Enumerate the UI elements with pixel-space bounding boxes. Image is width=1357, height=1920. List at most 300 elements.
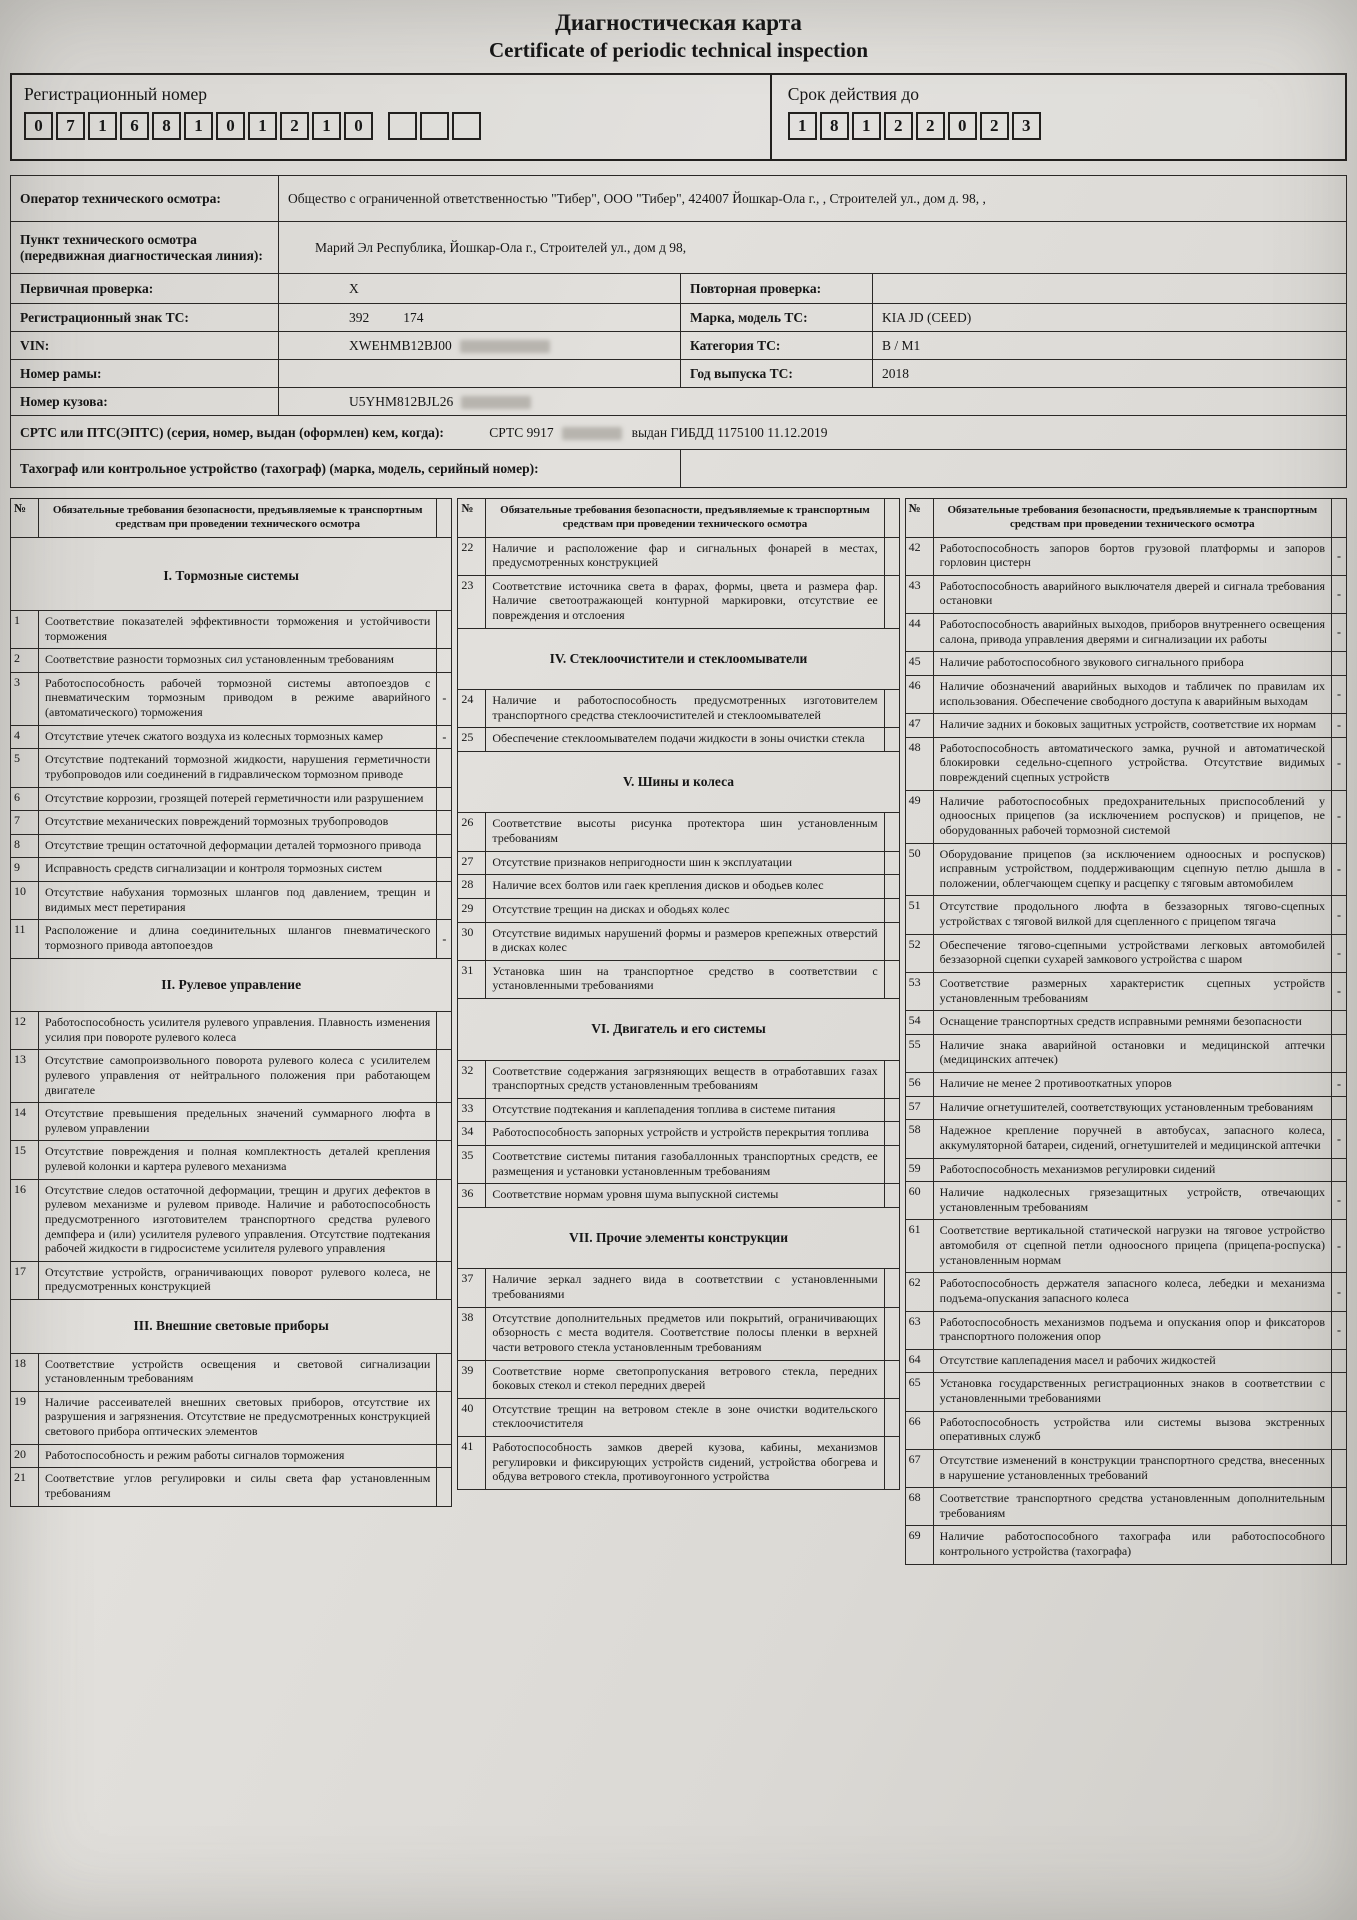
req-item-number: 69 (905, 1526, 933, 1564)
digit-cell: 2 (980, 112, 1009, 140)
req-item-mark (1332, 1096, 1347, 1120)
req-item-mark (437, 1353, 452, 1391)
digit-cell: 8 (152, 112, 181, 140)
req-section-row (11, 958, 452, 1011)
req-item-row (11, 649, 452, 673)
req-item-text: Отсутствие устройств, ограничивающих поворот рулевого колеса, не предусмотренных конструкцией (39, 1261, 437, 1299)
digit-cell: 1 (248, 112, 277, 140)
req-item-row (458, 813, 899, 851)
registration-number-section (10, 73, 1347, 161)
req-item-row (11, 1468, 452, 1506)
req-item-text: Установка шин на транспортное средство в соответствии с установленными требованиями (486, 960, 884, 998)
req-item-number: 66 (905, 1411, 933, 1449)
req-item-text: Отсутствие следов остаточной деформации, трещин и других дефектов в рулевом механизме и рулевом приводе. Наличие и работоспособность предусмотренного изготовителем транспортного средства рулевого демпфера и (или) усилителя рулевого управления. Отсутствие подтекания рабочей жидкости в гидросистеме усилителя рулевого управления (39, 1179, 437, 1261)
req-item-number: 41 (458, 1437, 486, 1490)
req-item-mark (884, 960, 899, 998)
req-item-text: Наличие работоспособного звукового сигнального прибора (933, 652, 1331, 676)
req-item-number: 29 (458, 898, 486, 922)
req-item-row (905, 575, 1346, 613)
req-item-text: Работоспособность замков дверей кузова, кабины, механизмов регулировки и фиксирующих устройств сидений, устройства обогрева и обдува ветрового стекла, противоугонного устройства (486, 1437, 884, 1490)
req-item-row (11, 1012, 452, 1050)
req-item-row (11, 811, 452, 835)
req-item-mark: - (1332, 934, 1347, 972)
req-item-row (11, 787, 452, 811)
req-item-row (11, 858, 452, 882)
req-item-row (905, 714, 1346, 738)
req-item-number: 15 (11, 1141, 39, 1179)
req-item-mark (437, 1103, 452, 1141)
srts-value-1: СРТС 9917 (489, 424, 554, 440)
req-item-mark: - (1332, 1073, 1347, 1097)
req-item-row (905, 1311, 1346, 1349)
digit-cell (452, 112, 481, 140)
req-item-number: 61 (905, 1220, 933, 1273)
req-item-mark (1332, 652, 1347, 676)
req-item-number: 46 (905, 675, 933, 713)
req-item-row (11, 1261, 452, 1299)
operator-value: Общество с ограниченной ответственностью "Тибер", ООО "Тибер", 424007 Йошкар-Ола г., , Строителей ул., дом д. 98, , (279, 176, 1347, 222)
req-item-text: Работоспособность и режим работы сигналов торможения (39, 1444, 437, 1468)
req-item-mark (1332, 1373, 1347, 1411)
req-item-mark (1332, 1526, 1347, 1564)
req-item-text: Работоспособность автоматического замка, ручной и автоматической блокировки седельно-сцепного устройства. Отсутствие видимых повреждений сцепных устройств (933, 737, 1331, 790)
station-value: Марий Эл Республика, Йошкар-Ола г., Строителей ул., дом д 98, (279, 222, 1347, 274)
req-item-number: 65 (905, 1373, 933, 1411)
req-item-number: 56 (905, 1073, 933, 1097)
req-item-text: Надежное крепление поручней в автобусах, запасного колеса, аккумуляторной батареи, сидений, огнетушителей и медицинской аптечки (933, 1120, 1331, 1158)
req-item-number: 17 (11, 1261, 39, 1299)
req-item-row (458, 1437, 899, 1490)
req-item-number: 59 (905, 1158, 933, 1182)
req-item-mark (884, 922, 899, 960)
req-item-text: Соответствие углов регулировки и силы света фар установленным требованиям (39, 1468, 437, 1506)
req-item-mark (884, 1098, 899, 1122)
digit-cell: 1 (184, 112, 213, 140)
req-item-row (11, 1444, 452, 1468)
req-item-row (905, 1449, 1346, 1487)
req-item-number: 21 (11, 1468, 39, 1506)
req-item-text: Отсутствие повреждения и полная комплектность деталей крепления рулевой колонки и картера рулевого механизма (39, 1141, 437, 1179)
req-item-mark (1332, 1349, 1347, 1373)
repeat-check-value (873, 274, 1347, 304)
req-item-mark (1332, 1158, 1347, 1182)
req-item-number: 32 (458, 1060, 486, 1098)
digit-cell (388, 112, 417, 140)
req-item-mark (1332, 1488, 1347, 1526)
req-item-number: 28 (458, 875, 486, 899)
req-item-row (905, 614, 1346, 652)
req-item-number: 50 (905, 843, 933, 896)
category-value: B / M1 (873, 332, 1347, 360)
req-item-text: Наличие задних и боковых защитных устройств, соответствие их нормам (933, 714, 1331, 738)
req-item-mark: - (1332, 1120, 1347, 1158)
req-item-text: Отсутствие трещин остаточной деформации деталей тормозного привода (39, 834, 437, 858)
req-item-row (905, 1488, 1346, 1526)
redaction-blur (461, 396, 531, 409)
req-item-row (11, 1179, 452, 1261)
req-section-title: I. Тормозные системы (11, 537, 452, 610)
req-item-mark (884, 537, 899, 575)
title-english: Certificate of periodic technical inspection (488, 38, 869, 62)
req-item-text: Отсутствие утечек сжатого воздуха из колесных тормозных камер (39, 725, 437, 749)
tachograph-label: Тахограф или контрольное устройство (тахограф) (марка, модель, серийный номер): (11, 450, 681, 488)
redaction-blur (460, 340, 550, 353)
digit-cell: 0 (24, 112, 53, 140)
req-item-text: Отсутствие трещин на дисках и ободьях колес (486, 898, 884, 922)
req-item-number: 31 (458, 960, 486, 998)
digit-cell: 1 (312, 112, 341, 140)
req-item-text: Отсутствие набухания тормозных шлангов под давлением, трещин и видимых мест перетирания (39, 882, 437, 920)
req-item-row (11, 1353, 452, 1391)
req-item-text: Установка государственных регистрационных знаков в соответствии с установленными требованиями (933, 1373, 1331, 1411)
req-item-number: 54 (905, 1011, 933, 1035)
req-item-number: 55 (905, 1034, 933, 1072)
req-item-row (458, 1269, 899, 1307)
req-item-mark (1332, 1034, 1347, 1072)
req-item-row (905, 1073, 1346, 1097)
req-item-row (11, 749, 452, 787)
req-item-row (905, 1096, 1346, 1120)
validity-label: Срок действия до (787, 84, 920, 104)
req-item-row (458, 1360, 899, 1398)
req-item-mark (884, 575, 899, 628)
station-row (11, 222, 1347, 274)
req-item-row (458, 1184, 899, 1208)
tachograph-row (11, 450, 1347, 488)
req-item-number: 20 (11, 1444, 39, 1468)
req-item-number: 68 (905, 1488, 933, 1526)
req-item-row (458, 922, 899, 960)
req-item-text: Работоспособность рабочей тормозной системы автопоездов с пневматическим тормозным приводом в режиме аварийного (автоматического) торможения (39, 672, 437, 725)
digit-cell: 1 (88, 112, 117, 140)
req-text-header: Обязательные требования безопасности, предъявляемые к транспортным средствам при проведении технического осмотра (933, 499, 1331, 538)
req-item-number: 67 (905, 1449, 933, 1487)
req-item-row (458, 1060, 899, 1098)
req-item-mark: - (1332, 896, 1347, 934)
plate-label: Регистрационный знак ТС: (11, 304, 279, 332)
req-item-mark (437, 649, 452, 673)
req-item-mark (884, 728, 899, 752)
validity-block (772, 75, 1345, 159)
req-section-row (458, 751, 899, 812)
req-item-row (905, 1373, 1346, 1411)
req-item-number: 22 (458, 537, 486, 575)
req-item-row (905, 1120, 1346, 1158)
vin-value (279, 332, 681, 360)
req-item-number: 36 (458, 1184, 486, 1208)
body-number-label: Номер кузова: (11, 388, 279, 416)
req-section-title: II. Рулевое управление (11, 958, 452, 1011)
year-label: Год выпуска ТС: (681, 360, 873, 388)
req-item-text: Работоспособность запоров бортов грузовой платформы и запоров горловин цистерн (933, 537, 1331, 575)
req-item-mark: - (1332, 675, 1347, 713)
req-item-mark (1332, 1011, 1347, 1035)
digit-cell: 0 (216, 112, 245, 140)
req-item-number: 62 (905, 1273, 933, 1311)
req-item-number: 49 (905, 790, 933, 843)
req-item-row (905, 790, 1346, 843)
srts-label: СРТС или ПТС(ЭПТС) (серия, номер, выдан (оформлен) кем, когда): (20, 424, 444, 440)
req-item-text: Отсутствие механических повреждений тормозных трубопроводов (39, 811, 437, 835)
frame-row (11, 360, 1347, 388)
req-item-text: Оборудование прицепов (за исключением одноосных и роспусков) исправным устройством, поддерживающим сцепную петлю дышла в положении, облегчающем сцепку и расцепку с тяговым автомобилем (933, 843, 1331, 896)
operator-label: Оператор технического осмотра: (11, 176, 279, 222)
req-item-row (905, 675, 1346, 713)
req-item-mark (437, 1141, 452, 1179)
digit-cell: 2 (280, 112, 309, 140)
req-item-text: Наличие знака аварийной остановки и медицинской аптечки (медицинских аптечек) (933, 1034, 1331, 1072)
make-value: KIA JD (CEED) (873, 304, 1347, 332)
req-item-mark (437, 834, 452, 858)
body-number-row (11, 388, 1347, 416)
req-item-row (458, 1098, 899, 1122)
req-item-number: 3 (11, 672, 39, 725)
req-item-number: 63 (905, 1311, 933, 1349)
req-item-number: 9 (11, 858, 39, 882)
req-item-text: Соответствие вертикальной статической нагрузки на тяговое устройство автомобиля от сцепной петли одноосного прицепа (прицепа-роспуска) установленным нормам (933, 1220, 1331, 1273)
req-item-mark (884, 1184, 899, 1208)
req-item-row (905, 652, 1346, 676)
req-item-text: Наличие не менее 2 противооткатных упоров (933, 1073, 1331, 1097)
req-item-mark (437, 1050, 452, 1103)
req-item-text: Отсутствие изменений в конструкции транспортного средства, внесенных в нарушение установленных требований (933, 1449, 1331, 1487)
req-item-number: 35 (458, 1146, 486, 1184)
tachograph-value (681, 450, 1347, 488)
vehicle-info-table (10, 175, 1347, 488)
req-item-mark: - (1332, 790, 1347, 843)
req-number-header: № (11, 499, 39, 538)
req-section-title: III. Внешние световые приборы (11, 1300, 452, 1353)
req-item-row (458, 898, 899, 922)
req-item-mark (884, 1307, 899, 1360)
req-item-row (905, 1411, 1346, 1449)
req-item-mark (437, 811, 452, 835)
req-item-number: 39 (458, 1360, 486, 1398)
req-item-mark: - (1332, 1273, 1347, 1311)
req-item-row (11, 920, 452, 958)
req-item-number: 11 (11, 920, 39, 958)
req-item-row (458, 1398, 899, 1436)
req-item-mark: - (1332, 1182, 1347, 1220)
req-item-number: 4 (11, 725, 39, 749)
req-item-number: 27 (458, 851, 486, 875)
req-item-text: Соответствие разности тормозных сил установленным требованиям (39, 649, 437, 673)
plate-row (11, 304, 1347, 332)
req-item-text: Обеспечение стеклоомывателем подачи жидкости в зоны очистки стекла (486, 728, 884, 752)
req-item-mark (437, 858, 452, 882)
req-item-mark: - (1332, 843, 1347, 896)
req-item-mark (884, 1398, 899, 1436)
srts-row (11, 416, 1347, 450)
req-item-row (11, 1391, 452, 1444)
req-item-row (905, 1034, 1346, 1072)
requirements-table (10, 498, 1347, 1565)
year-value: 2018 (873, 360, 1347, 388)
req-section-title: V. Шины и колеса (458, 751, 899, 812)
req-item-mark: - (1332, 537, 1347, 575)
primary-check-value: X (279, 274, 681, 304)
req-item-row (458, 1146, 899, 1184)
req-item-number: 51 (905, 896, 933, 934)
req-item-mark: - (1332, 737, 1347, 790)
req-item-text: Наличие работоспособного тахографа или работоспособного контрольного устройства (тахографа) (933, 1526, 1331, 1564)
req-item-text: Работоспособность усилителя рулевого управления. Плавность изменения усилия при повороте рулевого колеса (39, 1012, 437, 1050)
check-type-row (11, 274, 1347, 304)
req-item-row (458, 851, 899, 875)
req-item-text: Соответствие транспортного средства установленным дополнительным требованиям (933, 1488, 1331, 1526)
req-item-number: 18 (11, 1353, 39, 1391)
req-item-number: 37 (458, 1269, 486, 1307)
req-item-number: 25 (458, 728, 486, 752)
req-item-row (458, 575, 899, 628)
req-item-text: Отсутствие продольного люфта в беззазорных тягово-сцепных устройствах с тяговой вилкой для сцепленного с прицепом тягача (933, 896, 1331, 934)
digit-cell: 8 (820, 112, 849, 140)
req-item-mark (884, 1269, 899, 1307)
req-item-mark (437, 1391, 452, 1444)
req-item-number: 33 (458, 1098, 486, 1122)
req-text-header: Обязательные требования безопасности, предъявляемые к транспортным средствам при проведении технического осмотра (39, 499, 437, 538)
req-item-row (458, 960, 899, 998)
requirements-column-1 (10, 498, 452, 1507)
req-item-mark (437, 787, 452, 811)
req-item-number: 5 (11, 749, 39, 787)
req-item-mark: - (1332, 1220, 1347, 1273)
req-item-number: 2 (11, 649, 39, 673)
category-label: Категория ТС: (681, 332, 873, 360)
req-item-row (905, 1158, 1346, 1182)
req-item-text: Соответствие источника света в фарах, формы, цвета и размера фар. Наличие светоотражающей контурной маркировки, отсутствие ее повреждения и отслоения (486, 575, 884, 628)
req-item-row (458, 537, 899, 575)
digit-cell: 6 (120, 112, 149, 140)
req-item-row (11, 610, 452, 648)
req-item-text: Работоспособность устройства или системы вызова экстренных оперативных служб (933, 1411, 1331, 1449)
vin-value-text: XWEHMB12BJ00 (349, 337, 452, 353)
req-item-number: 38 (458, 1307, 486, 1360)
body-number-text: U5YHM812BJL26 (349, 393, 454, 409)
req-mark-header (1332, 499, 1347, 538)
req-item-number: 42 (905, 537, 933, 575)
req-item-row (905, 972, 1346, 1010)
req-item-row (11, 725, 452, 749)
registration-number-block (12, 75, 772, 159)
req-item-text: Наличие обозначений аварийных выходов и табличек по правилам их использования. Обеспечение свободного доступа к аварийным выходам (933, 675, 1331, 713)
req-section-title: IV. Стеклоочистители и стеклоомыватели (458, 628, 899, 689)
redaction-blur (562, 427, 622, 440)
req-item-row (11, 1050, 452, 1103)
repeat-check-label: Повторная проверка: (681, 274, 873, 304)
req-item-mark (884, 1122, 899, 1146)
req-item-mark: - (437, 920, 452, 958)
req-item-text: Оснащение транспортных средств исправными ремнями безопасности (933, 1011, 1331, 1035)
req-item-number: 30 (458, 922, 486, 960)
req-section-row (11, 537, 452, 610)
req-item-text: Соответствие системы питания газобаллонных транспортных средств, ее размещения и установки установленным требованиям (486, 1146, 884, 1184)
primary-check-label: Первичная проверка: (11, 274, 279, 304)
req-item-text: Работоспособность аварийного выключателя дверей и сигнала требования остановки (933, 575, 1331, 613)
req-item-text: Отсутствие видимых нарушений формы и размеров крепежных отверстий в дисках колес (486, 922, 884, 960)
digit-cell: 3 (1012, 112, 1041, 140)
req-item-number: 19 (11, 1391, 39, 1444)
req-item-row (905, 737, 1346, 790)
req-item-text: Соответствие размерных характеристик сцепных устройств установленным требованиям (933, 972, 1331, 1010)
req-item-row (905, 843, 1346, 896)
requirements-column-2 (457, 498, 899, 1490)
req-item-text: Соответствие высоты рисунка протектора шин установленным требованиям (486, 813, 884, 851)
req-section-row (458, 1207, 899, 1268)
digit-cell: 0 (948, 112, 977, 140)
req-item-mark (1332, 1449, 1347, 1487)
req-item-number: 12 (11, 1012, 39, 1050)
plate-value-left: 392 (349, 309, 370, 325)
vin-row (11, 332, 1347, 360)
body-number-value (279, 388, 1347, 416)
req-item-text: Отсутствие подтеканий тормозной жидкости, нарушения герметичности трубопроводов или соединений в гидравлическом тормозном приводе (39, 749, 437, 787)
req-item-number: 64 (905, 1349, 933, 1373)
station-label-line2: (передвижная диагностическая линия): (20, 247, 263, 263)
req-item-mark (437, 1179, 452, 1261)
req-section-row (11, 1300, 452, 1353)
req-section-title: VI. Двигатель и его системы (458, 999, 899, 1060)
req-item-number: 14 (11, 1103, 39, 1141)
digit-cell: 1 (852, 112, 881, 140)
srts-cell (11, 416, 1347, 450)
req-item-mark (437, 1444, 452, 1468)
req-item-row (11, 834, 452, 858)
req-item-text: Работоспособность механизмов подъема и опускания опор и фиксаторов транспортного положения опор (933, 1311, 1331, 1349)
plate-value-right: 174 (403, 309, 424, 325)
req-item-text: Отсутствие коррозии, грозящей потерей герметичности или разрушением (39, 787, 437, 811)
req-item-mark: - (437, 672, 452, 725)
req-item-row (905, 934, 1346, 972)
req-item-mark (884, 851, 899, 875)
req-item-mark (884, 898, 899, 922)
document-title (10, 10, 1347, 63)
operator-row (11, 176, 1347, 222)
req-item-number: 44 (905, 614, 933, 652)
req-item-mark (884, 690, 899, 728)
req-item-row (905, 537, 1346, 575)
frame-value (279, 360, 681, 388)
plate-value (279, 304, 681, 332)
req-item-mark: - (1332, 614, 1347, 652)
req-item-row (905, 1349, 1346, 1373)
req-item-text: Наличие и работоспособность предусмотренных изготовителем транспортного средства стеклоочистителей и стеклоомывателей (486, 690, 884, 728)
req-item-row (905, 896, 1346, 934)
req-item-number: 10 (11, 882, 39, 920)
req-mark-header (884, 499, 899, 538)
req-item-number: 26 (458, 813, 486, 851)
req-item-number: 23 (458, 575, 486, 628)
req-item-text: Наличие всех болтов или гаек крепления дисков и ободьев колес (486, 875, 884, 899)
req-item-mark (437, 749, 452, 787)
req-section-title: VII. Прочие элементы конструкции (458, 1207, 899, 1268)
req-item-number: 16 (11, 1179, 39, 1261)
req-item-text: Отсутствие трещин на ветровом стекле в зоне очистки водительского стеклоочистителя (486, 1398, 884, 1436)
req-item-text: Наличие работоспособных предохранительных приспособлений у одноосных прицепов (за исключением роспусков) и прицепов, не оборудованных рабочей тормозной системой (933, 790, 1331, 843)
req-item-number: 47 (905, 714, 933, 738)
req-item-mark (884, 1437, 899, 1490)
digit-cell: 2 (916, 112, 945, 140)
req-item-mark (437, 1468, 452, 1506)
req-item-row (458, 1122, 899, 1146)
req-item-text: Работоспособность запорных устройств и устройств перекрытия топлива (486, 1122, 884, 1146)
req-item-row (905, 1526, 1346, 1564)
req-item-number: 8 (11, 834, 39, 858)
req-item-text: Работоспособность аварийных выходов, приборов внутреннего освещения салона, привода управления дверями и сигнализации их работы (933, 614, 1331, 652)
req-item-mark (437, 1261, 452, 1299)
req-header-row (458, 499, 899, 538)
req-item-number: 57 (905, 1096, 933, 1120)
